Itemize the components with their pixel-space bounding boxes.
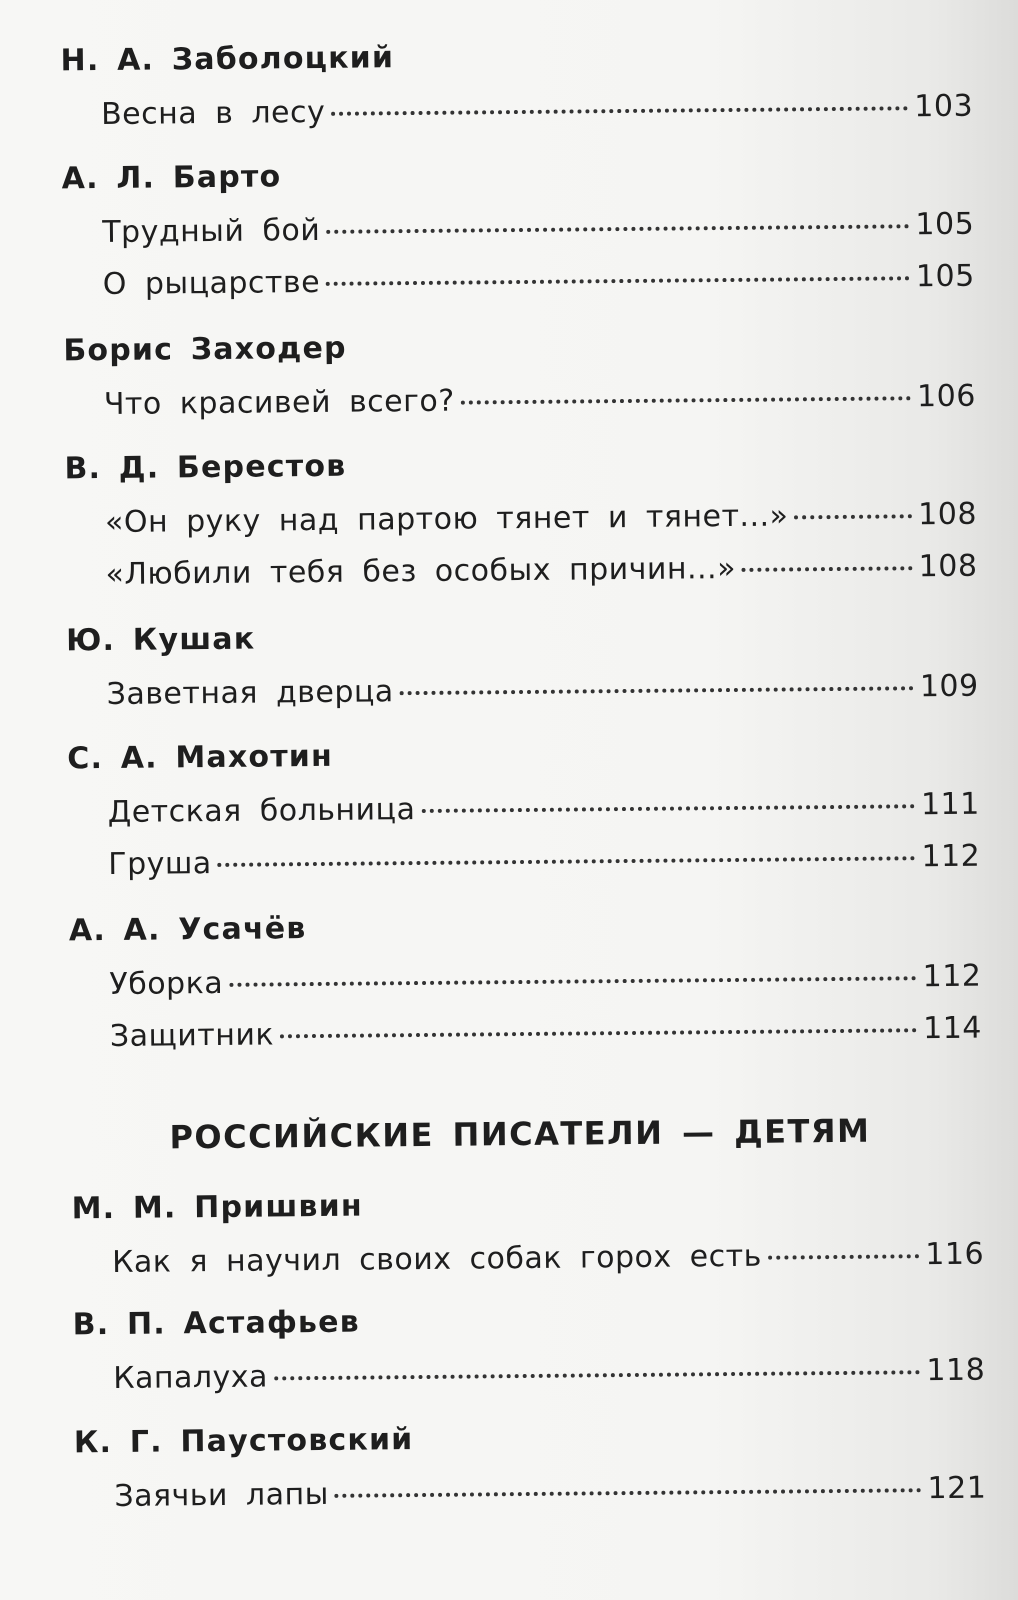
entry-page: 106 <box>916 378 977 415</box>
dot-leader <box>421 804 915 813</box>
toc-entry[interactable] <box>106 667 978 715</box>
entry-page: 111 <box>920 786 980 823</box>
entry-page: 121 <box>927 1470 987 1507</box>
entry-title: Весна в лесу <box>100 94 326 133</box>
dot-leader <box>335 1488 922 1498</box>
author-berestov: В. Д. Берестов <box>64 448 347 487</box>
toc-entry[interactable] <box>109 957 981 1005</box>
entry-title: Трудный бой <box>102 212 321 251</box>
toc-entry[interactable] <box>112 1235 984 1283</box>
entry-page: 108 <box>918 548 978 585</box>
toc-entry[interactable] <box>102 205 974 253</box>
entry-title: Заветная дверца <box>106 674 394 713</box>
author-zabolotsky: Н. А. Заболоцкий <box>60 40 395 79</box>
dot-leader <box>274 1370 920 1380</box>
author-barto: А. Л. Барто <box>61 159 282 197</box>
toc-entry[interactable] <box>108 785 980 833</box>
dot-leader <box>331 106 908 116</box>
dot-leader <box>229 976 917 987</box>
entry-page: 105 <box>915 258 975 295</box>
author-makhotin: С. А. Махотин <box>67 738 334 777</box>
author-zakhoder: Борис Заходер <box>63 330 347 369</box>
entry-title: Как я научил своих собак горох есть <box>111 1238 762 1280</box>
entry-page: 118 <box>926 1352 986 1389</box>
entry-title: «Он руку над партою тянет и тянет...» <box>104 498 789 541</box>
toc-entry[interactable] <box>110 1009 982 1057</box>
dot-leader <box>326 224 909 234</box>
entry-title: Уборка <box>109 965 224 1002</box>
author-paustovsky: К. Г. Паустовский <box>73 1422 414 1461</box>
entry-title: О рыцарстве <box>102 264 321 303</box>
toc-entry[interactable] <box>104 377 976 425</box>
entry-page: 109 <box>919 668 979 705</box>
dot-leader <box>461 396 911 404</box>
author-usachev: А. А. Усачёв <box>68 911 307 949</box>
entry-page: 116 <box>925 1236 985 1273</box>
entry-title: Капалуха <box>113 1359 269 1396</box>
entry-page: 114 <box>922 1010 983 1047</box>
entry-title: Защитник <box>109 1017 275 1054</box>
toc-entry[interactable] <box>114 1469 986 1517</box>
author-kushak: Ю. Кушак <box>65 621 256 659</box>
entry-title: «Любили тебя без особых причин...» <box>105 550 737 593</box>
dot-leader <box>326 276 910 286</box>
entry-title: Заячьи лапы <box>114 1476 329 1514</box>
dot-leader <box>400 686 914 695</box>
toc-entry[interactable] <box>101 87 973 135</box>
dot-leader <box>794 514 912 519</box>
entry-title: Детская больница <box>107 792 416 831</box>
entry-page: 108 <box>918 496 978 533</box>
entry-title: Что красивей всего? <box>103 383 455 423</box>
dot-leader <box>218 856 916 867</box>
dot-leader <box>742 566 913 572</box>
entry-page: 103 <box>914 88 974 125</box>
author-astafyev: В. П. Астафьев <box>72 1304 361 1343</box>
section-heading: РОССИЙСКИЕ ПИСАТЕЛИ — ДЕТЯМ <box>169 1111 871 1157</box>
toc-entry[interactable] <box>105 547 977 595</box>
dot-leader <box>280 1028 917 1038</box>
toc-entry[interactable] <box>113 1351 985 1399</box>
entry-page: 112 <box>922 958 982 995</box>
toc-entry[interactable] <box>103 257 975 305</box>
entry-title: Груша <box>108 846 212 882</box>
entry-page: 112 <box>921 838 981 875</box>
toc-entry[interactable] <box>108 837 980 885</box>
entry-page: 105 <box>915 206 975 243</box>
dot-leader <box>768 1254 920 1259</box>
author-prishvin: М. М. Пришвин <box>71 1188 363 1227</box>
toc-entry[interactable] <box>105 495 977 543</box>
